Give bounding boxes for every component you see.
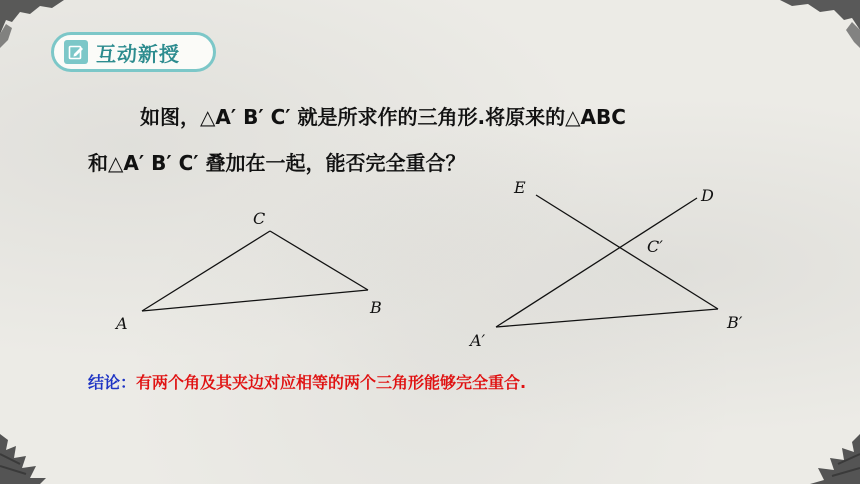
question-line-2: 和△A′ B′ C′ 叠加在一起，能否完全重合？: [88, 151, 466, 175]
ray-b-prime-e: [536, 195, 718, 309]
triangle-abc: [142, 231, 368, 311]
segment-ab: [142, 290, 368, 311]
conclusion: [88, 370, 526, 393]
ray-a-prime-d: [496, 198, 697, 327]
segment-a-prime-b-prime: [496, 309, 718, 327]
label-c: C: [253, 209, 266, 228]
triangle-a-prime-b-prime-c-prime: [496, 195, 718, 327]
label-b-prime: B′: [727, 313, 743, 332]
label-a: A: [116, 314, 128, 333]
label-c-prime: C′: [647, 237, 663, 256]
label-a-prime: A′: [470, 331, 486, 350]
conclusion-text: 有两个角及其夹边对应相等的两个三角形能够完全重合.: [136, 373, 527, 392]
label-d: D: [701, 186, 714, 205]
label-b: B: [370, 298, 382, 317]
conclusion-prefix: 结论：: [88, 373, 137, 392]
question-line-1: 如图，△A′ B′ C′ 就是所求作的三角形.将原来的△ABC: [140, 105, 626, 129]
segment-ac: [142, 231, 270, 311]
segment-cb: [270, 231, 368, 290]
label-e: E: [514, 178, 526, 197]
section-title-label: 互动新授: [96, 41, 180, 66]
